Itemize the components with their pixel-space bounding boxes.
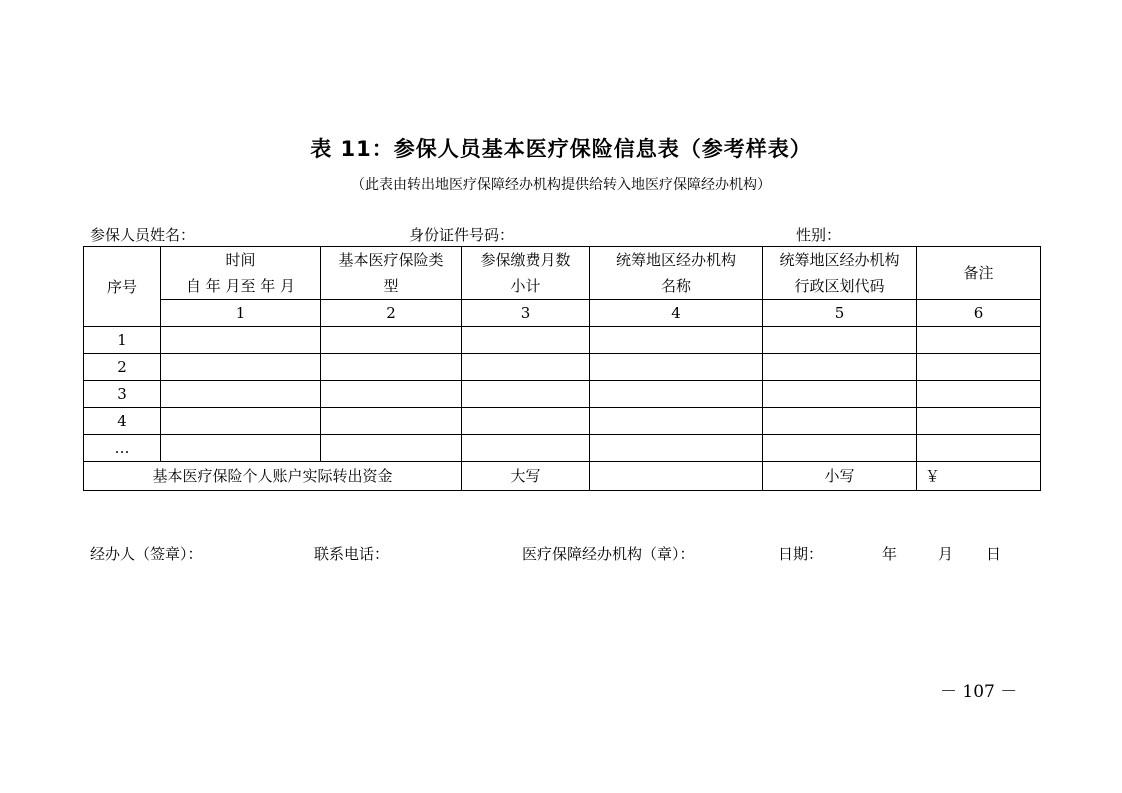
header-org-name-line2: 名称 bbox=[660, 277, 691, 295]
handler-signature-label: 经办人（签章）： bbox=[90, 545, 203, 563]
cell[interactable] bbox=[763, 354, 917, 381]
cell[interactable] bbox=[321, 381, 462, 408]
header-time bbox=[161, 247, 321, 300]
table-row bbox=[84, 381, 1041, 408]
header-org-name-line1: 统筹地区经办机构 bbox=[615, 251, 736, 269]
cell[interactable] bbox=[161, 354, 321, 381]
cell[interactable] bbox=[161, 435, 321, 462]
transfer-funds-row bbox=[84, 462, 1041, 491]
uppercase-label: 大写 bbox=[462, 462, 590, 491]
transfer-funds-label: 基本医疗保险个人账户实际转出资金 bbox=[84, 462, 462, 491]
cell[interactable] bbox=[590, 435, 763, 462]
cell[interactable] bbox=[161, 381, 321, 408]
cell[interactable] bbox=[161, 327, 321, 354]
table-row bbox=[84, 327, 1041, 354]
column-number: 2 bbox=[321, 300, 462, 327]
header-time-line2: 自 年 月至 年 月 bbox=[185, 277, 296, 295]
column-number: 6 bbox=[917, 300, 1041, 327]
cell[interactable] bbox=[462, 381, 590, 408]
header-months bbox=[462, 247, 590, 300]
header-months-line2: 小计 bbox=[510, 277, 541, 295]
cell[interactable] bbox=[462, 435, 590, 462]
insured-name-label: 参保人员姓名： bbox=[90, 226, 196, 244]
page-title: 表 11：参保人员基本医疗保险信息表（参考样表） bbox=[310, 137, 812, 161]
lowercase-label: 小写 bbox=[763, 462, 917, 491]
row-seq: 2 bbox=[84, 354, 161, 381]
column-number-row bbox=[84, 300, 1041, 327]
cell[interactable] bbox=[763, 327, 917, 354]
table-row bbox=[84, 435, 1041, 462]
currency-symbol: ￥ bbox=[925, 467, 941, 485]
header-insurance-type bbox=[321, 247, 462, 300]
cell[interactable] bbox=[161, 408, 321, 435]
column-number: 1 bbox=[161, 300, 321, 327]
cell[interactable] bbox=[763, 381, 917, 408]
header-time-line1: 时间 bbox=[225, 251, 256, 269]
cell[interactable] bbox=[590, 381, 763, 408]
cell[interactable] bbox=[917, 327, 1041, 354]
column-number: 3 bbox=[462, 300, 590, 327]
column-number: 5 bbox=[763, 300, 917, 327]
cell[interactable] bbox=[462, 327, 590, 354]
uppercase-amount-cell[interactable] bbox=[590, 462, 763, 491]
header-org-code bbox=[763, 247, 917, 300]
table-row bbox=[84, 408, 1041, 435]
cell[interactable] bbox=[321, 327, 462, 354]
header-seq: 序号 bbox=[84, 247, 161, 327]
header-org-code-line1: 统筹地区经办机构 bbox=[779, 251, 900, 269]
lowercase-amount-cell[interactable] bbox=[917, 462, 1041, 491]
cell[interactable] bbox=[917, 435, 1041, 462]
cell[interactable] bbox=[321, 435, 462, 462]
cell[interactable] bbox=[321, 408, 462, 435]
column-number: 4 bbox=[590, 300, 763, 327]
cell[interactable] bbox=[462, 354, 590, 381]
cell[interactable] bbox=[917, 381, 1041, 408]
table-row bbox=[84, 354, 1041, 381]
header-remark: 备注 bbox=[917, 247, 1041, 300]
id-number-label: 身份证件号码： bbox=[409, 226, 515, 244]
page-number: － 107 － bbox=[940, 682, 1018, 702]
row-seq: … bbox=[84, 435, 161, 462]
header-org-name bbox=[590, 247, 763, 300]
cell[interactable] bbox=[321, 354, 462, 381]
row-seq: 3 bbox=[84, 381, 161, 408]
cell[interactable] bbox=[763, 408, 917, 435]
row-seq: 4 bbox=[84, 408, 161, 435]
header-row bbox=[84, 247, 1041, 300]
header-type-line2: 型 bbox=[383, 277, 399, 295]
agency-seal-label: 医疗保障经办机构（章）： bbox=[522, 545, 695, 563]
day-label: 日 bbox=[986, 545, 1002, 563]
phone-label: 联系电话： bbox=[314, 545, 390, 563]
date-label: 日期： bbox=[778, 545, 824, 563]
page-subtitle: （此表由转出地医疗保障经办机构提供给转入地医疗保障经办机构） bbox=[351, 177, 771, 193]
cell[interactable] bbox=[462, 408, 590, 435]
header-type-line1: 基本医疗保险类 bbox=[338, 251, 444, 269]
year-label: 年 bbox=[882, 545, 898, 563]
row-seq: 1 bbox=[84, 327, 161, 354]
header-months-line1: 参保缴费月数 bbox=[480, 251, 571, 269]
cell[interactable] bbox=[590, 327, 763, 354]
cell[interactable] bbox=[917, 408, 1041, 435]
insurance-info-table bbox=[83, 246, 1041, 491]
gender-label: 性别： bbox=[796, 226, 842, 244]
cell[interactable] bbox=[763, 435, 917, 462]
cell[interactable] bbox=[590, 354, 763, 381]
header-org-code-line2: 行政区划代码 bbox=[794, 277, 885, 295]
month-label: 月 bbox=[938, 545, 954, 563]
cell[interactable] bbox=[590, 408, 763, 435]
cell[interactable] bbox=[917, 354, 1041, 381]
